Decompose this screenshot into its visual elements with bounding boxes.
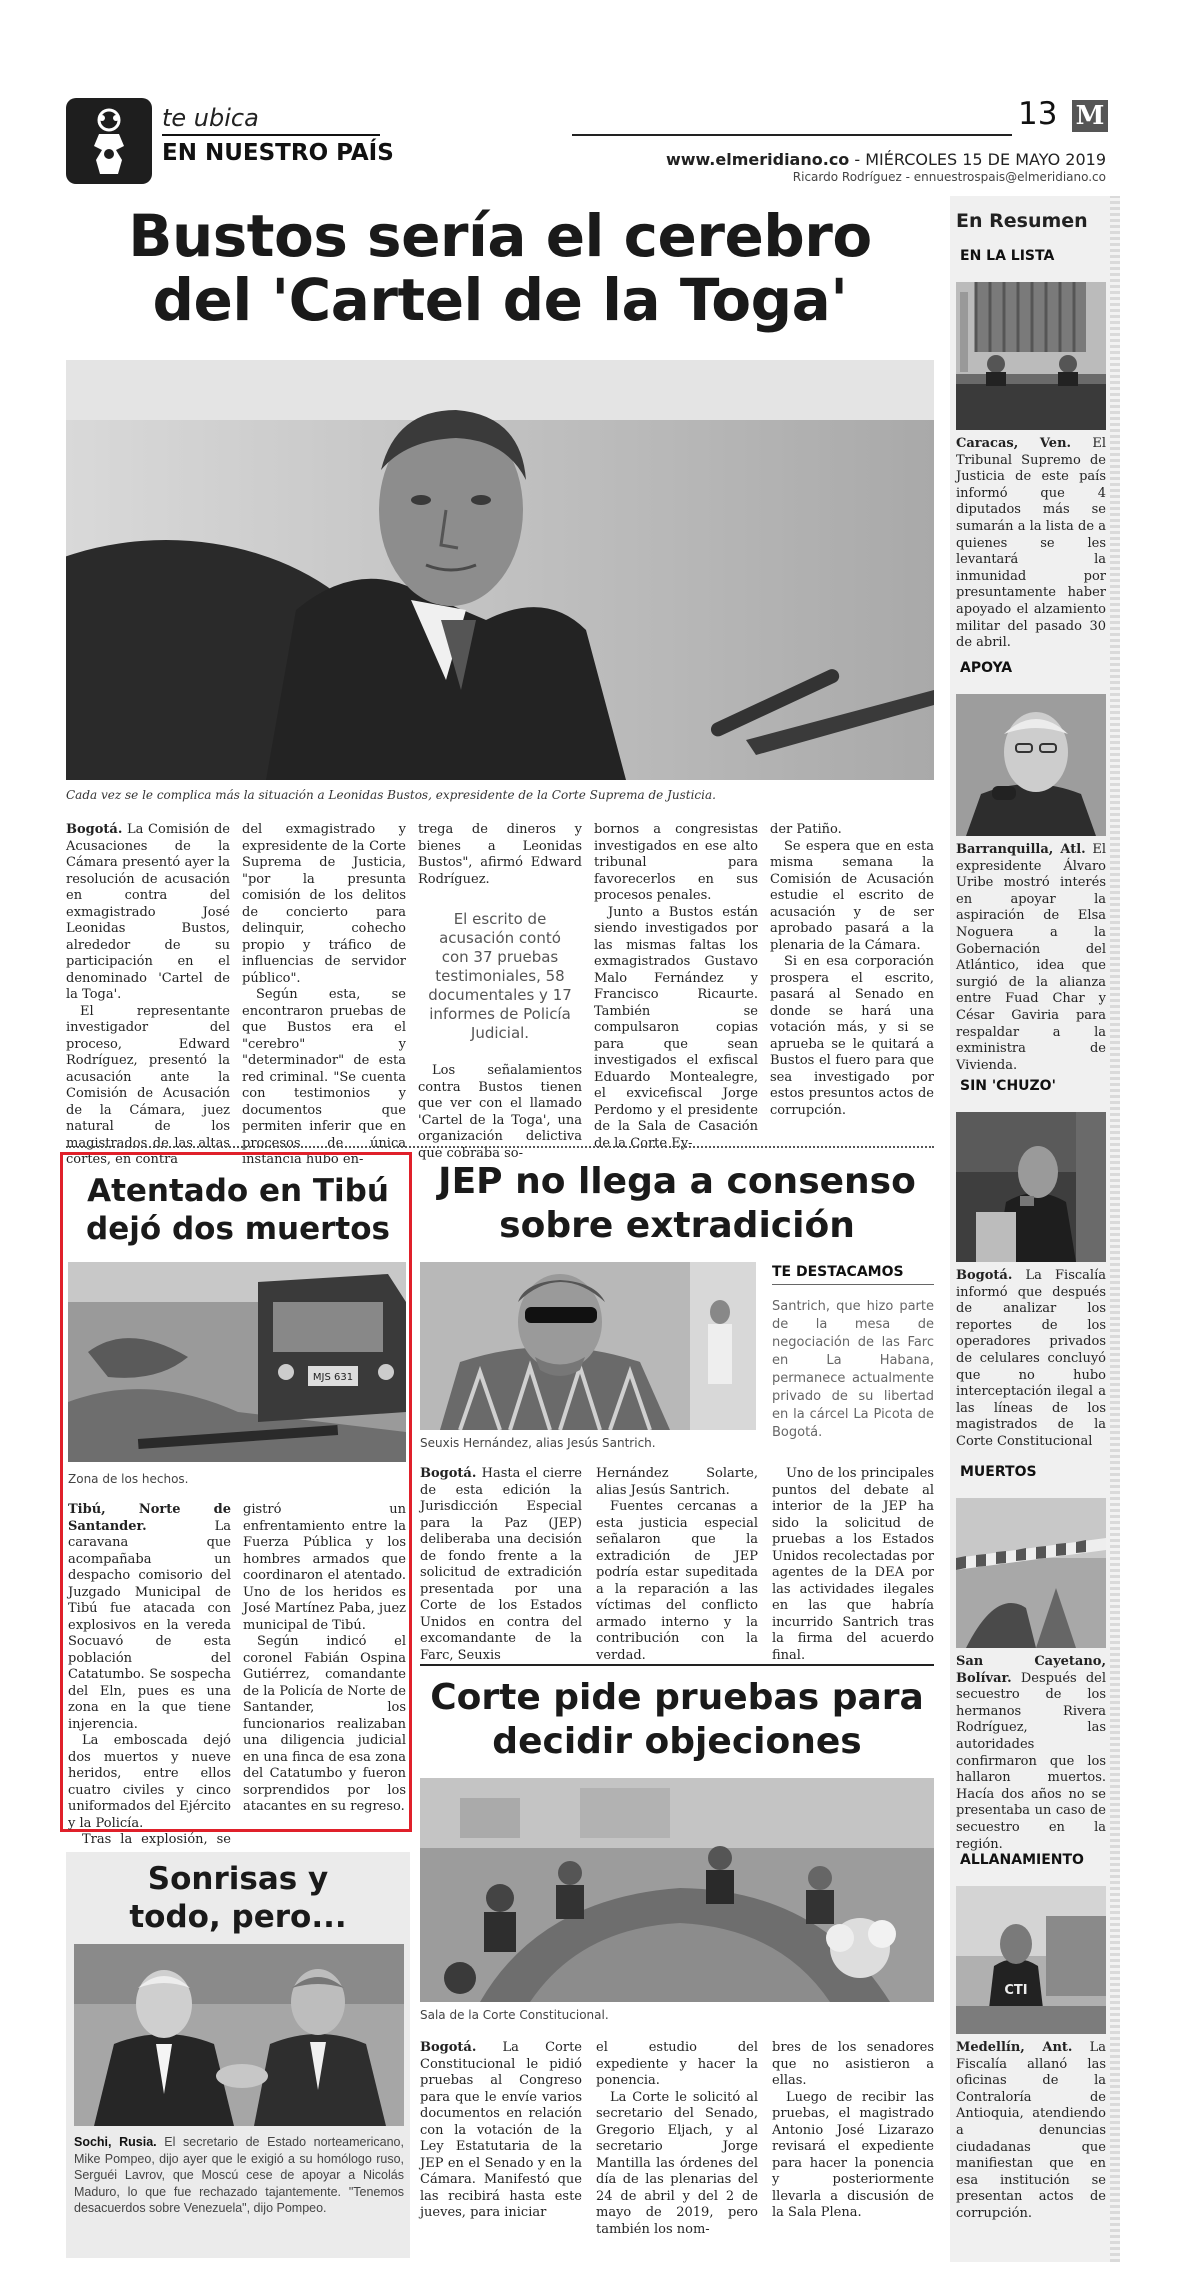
tibu-col-1 <box>68 1502 231 1865</box>
jep-photo-caption: Seuxis Hernández, alias Jesús Santrich. <box>420 1436 656 1450</box>
sonrisas-lead: Sochi, Rusia. <box>74 2135 157 2149</box>
sonrisas-headline <box>66 1860 410 1936</box>
sidebar-item-heading: ALLANAMIENTO <box>960 1852 1084 1868</box>
jep-headline-line2: sobre extradición <box>499 1205 855 1246</box>
sidebar-item-lead: San Cayetano, Bolívar. <box>956 1654 1106 1686</box>
sidebar-photo-fiscalia <box>956 1112 1106 1262</box>
tibu-headline-line1: Atentado en Tibú <box>87 1173 389 1209</box>
jep-photo <box>420 1262 756 1430</box>
sidebar-item-heading: SIN 'CHUZO' <box>960 1078 1056 1094</box>
dateline <box>666 150 1106 169</box>
corte-col-3-para-2: Luego de recibir las pruebas, el magistrado Antonio José Lizarazo revisará el expediente para hacer la ponencia y posteriormente llevarla a discusión de la Sala Plena. <box>772 2089 934 2220</box>
jep-col-3-para-1: Uno de los principales puntos del debate al interior de la JEP ha sido la solicitud de pruebas a los Estados Unidos recolectadas por agentes de la DEA por las actividades ilegales en las que habría incurrido Santrich tras la firma del acuerdo final. <box>772 1466 934 1663</box>
tibu-col-1-text: La caravana que acompañaba un despacho comisorio del Juzgado Municipal de Tibú fue atacada con explosivos en la vereda Socuavó de esta población del Catatumbo. Se sospecha del Eln, pues es una zona en la que tiene injerencia. <box>68 1518 231 1732</box>
sidebar-photo-muertos <box>956 1498 1106 1648</box>
main-col-2-para-2: Según esta, se encontraron pruebas de que Bustos era el "cerebro" y "determinador" de esta red criminal. "Se cuenta con testimonios y documentos que permiten inferir que en procesos de única instancia hubo en- <box>242 987 406 1167</box>
sonrisas-text <box>74 2134 404 2217</box>
corte-headline <box>420 1676 934 1764</box>
main-photo <box>66 360 934 780</box>
jep-col-2-para-1: Hernández Solarte, alias Jesús Santrich. <box>596 1466 758 1498</box>
te-destacamos-text: Santrich, que hizo parte de la mesa de negociación de las Farc en La Habana, permanece actualmente privado de su libertad en la cárcel La Picota de Bogotá. <box>772 1299 934 1440</box>
sidebar-pattern <box>1110 196 1120 2262</box>
jep-col-1-lead: Bogotá. <box>420 1466 477 1481</box>
te-destacamos-rule <box>772 1284 934 1285</box>
sidebar-item-text <box>956 842 1106 1074</box>
sidebar-item-body: La Fiscalía allanó las oficinas de la Contraloría de Antioquia, atendiendo a denuncias ciudadanas que manifiestan que en esa institución se presentan actos de corrupción. <box>956 2040 1106 2221</box>
sidebar-item-lead: Bogotá. <box>956 1268 1013 1283</box>
main-col-1-text: La Comisión de Acusaciones de la Cámara presentó ayer la resolución de acusación en contra del exmagistrado José Leonidas Bustos, alrededor de su participación en el denominado 'Cartel de la Toga'. <box>66 822 230 1002</box>
sidebar-photo-uribe <box>956 694 1106 836</box>
main-col-5-para-3: Si en esa corporación prospera el escrito, pasará al Senado en donde se hará una votación más, y si se aprueba se le quitará a Bustos el fuero para que sea investigado por estos presuntos actos de corrupción. <box>770 954 934 1118</box>
corte-col-1-lead: Bogotá. <box>420 2040 477 2055</box>
section-logo <box>66 98 152 184</box>
main-headline-line2: del 'Cartel de la Toga' <box>152 266 848 334</box>
jep-headline-line1: JEP no llega a consenso <box>438 1161 916 1202</box>
corte-headline-line2: decidir objeciones <box>492 1721 862 1762</box>
corte-headline-line1: Corte pide pruebas para <box>430 1677 924 1718</box>
tibu-col-1-para-3: Tras la explosión, se <box>82 1832 231 1847</box>
main-photo-caption: Cada vez se le complica más la situación a Leonidas Bustos, expresidente de la Corte Suprema de Justicia. <box>66 788 716 802</box>
main-col-1-para-2: El representante investigador del proceso, Edward Rodríguez, presentó la acusación ante la Comisión de Acusación de la Cámara, juez natural de los magistrados de las altas cortes, en contra <box>66 1003 230 1167</box>
sidebar-item-lead: Barranquilla, Atl. <box>956 842 1086 857</box>
corte-col-1 <box>420 2040 582 2222</box>
section-rule <box>162 134 380 136</box>
sidebar-item-heading: APOYA <box>960 660 1013 676</box>
tibu-col-1-lead: Tibú, Norte de Santander. <box>68 1502 231 1534</box>
corte-col-3 <box>772 2040 934 2222</box>
sidebar-item-heading: EN LA LISTA <box>960 248 1055 264</box>
main-col-3 <box>418 822 582 1162</box>
main-col-4 <box>594 822 758 1152</box>
sidebar-item-body: La Fiscalía informó que después de analizar los reportes de los operadores privados de celulares concluyó que no hubo interceptación ilegal a las líneas de los magistrados de la Corte Constitucional <box>956 1268 1106 1449</box>
cti-vest-label: CTI <box>1004 1983 1028 1998</box>
main-col-3-para-2: Los señalamientos contra Bustos tienen que ver con el llamado 'Cartel de la Toga', una organización delictiva que cobraba so- <box>418 1063 582 1161</box>
sonrisas-headline-line1: Sonrisas y <box>147 1861 329 1897</box>
corte-col-2 <box>596 2040 758 2238</box>
jep-col-3 <box>772 1466 934 1664</box>
jep-col-1 <box>420 1466 582 1664</box>
main-headline <box>66 204 934 332</box>
main-col-2 <box>242 822 406 1169</box>
sidebar-item-text <box>956 1268 1106 1451</box>
main-pullquote: El escrito de acusación contó con 37 pruebas testimoniales, 58 documentales y 17 informes de Policía Judicial. <box>428 910 572 1042</box>
jep-col-2 <box>596 1466 758 1664</box>
main-col-5-para-1: der Patiño. <box>770 822 842 837</box>
corte-photo-caption: Sala de la Corte Constitucional. <box>420 2008 609 2022</box>
jep-col-2-para-2: Fuentes cercanas a esta justicia especial señalaron que la extradición de JEP podría estar supeditada a la reparación a las víctimas del conflicto armado interno y la contribución con la verdad. <box>596 1499 758 1663</box>
sidebar-item-lead: Medellín, Ant. <box>956 2040 1073 2055</box>
main-headline-line1: Bustos sería el cerebro <box>128 202 872 270</box>
sidebar-item-body: El expresidente Álvaro Uribe mostró interés en apoyar la aspiración de Elsa Noguera a la Gobernación del Atlántico, idea que surgió de la alianza entre Fuad Char y César Gaviria para respaldar a la exministra de Vivienda. <box>956 842 1106 1073</box>
sidebar-item-text <box>956 2040 1106 2223</box>
bylines: Ricardo Rodríguez - ennuestrospais@elmeridiano.co <box>792 170 1106 184</box>
tibu-col-1-para-2: La emboscada dejó dos muertos y nueve heridos, entre ellos cuatro civiles y cinco uniformados del Ejército y la Policía. <box>68 1733 232 1831</box>
main-col-5-para-2: Se espera que en esta misma semana la Comisión de Acusación estudie el escrito de acusación y de ser aprobado pasará a la plenaria de la Cámara. <box>770 838 934 953</box>
tibu-headline-line2: dejó dos muertos <box>86 1211 390 1247</box>
tibu-col-2-para-2: Según indicó el coronel Fabián Ospina Gutiérrez, comandante de la Policía de Norte de Santander, los funcionarios realizaban una diligencia judicial en una finca de esa zona del Catatumbo y fueron sorprendidos por los atacantes en su regreso. <box>243 1634 406 1814</box>
main-col-4-para-2: Junto a Bustos están siendo investigados por las mismas faltas los exmagistrados Gustavo Malo Fernández y Francisco Ricaurte. También se compulsaron copias para que sean investigados el exfiscal Eduardo Montealegre, el exvicefiscal Jorge Perdomo y el presidente de la Sala de Casación de la Corte Ey- <box>594 904 758 1151</box>
sidebar-title: En Resumen <box>956 210 1088 232</box>
page-number: 13 <box>1018 96 1058 132</box>
corte-col-3-para-1: bres de los senadores que no asistieron a ellas. <box>772 2040 934 2088</box>
sidebar-photo-tribunal <box>956 282 1106 430</box>
corte-col-1-text: La Corte Constitucional le pidió pruebas al Congreso para que le envíe varios documentos en relación con la votación de la Ley Estatutaria de la JEP en el Senado y en la Cámara. Manifestó que las recibirá hasta este jueves, para iniciar <box>420 2040 582 2220</box>
plate-label: MJS 631 <box>312 1372 354 1383</box>
section-divider <box>66 1146 934 1149</box>
main-col-4-para-1: bornos a congresistas investigados en ese alto tribunal para favorecerlos en sus procesos penales. <box>594 822 758 903</box>
te-destacamos-label: TE DESTACAMOS <box>772 1264 904 1280</box>
tibu-headline <box>66 1172 410 1248</box>
sonrisas-headline-line2: todo, pero... <box>129 1899 347 1935</box>
sonrisas-photo <box>74 1944 404 2126</box>
main-col-2-para-1: del exmagistrado y expresidente de la Corte Suprema de Justicia, "por la presunta comisión de los delitos de concierto para delinquir, cohecho propio y tráfico de influencias de servidor público". <box>242 822 406 986</box>
compass-figure-icon <box>66 98 152 184</box>
sidebar-item-text <box>956 1654 1106 1853</box>
sonrisas-body: El secretario de Estado norteamericano, Mike Pompeo, dijo ayer que le exigió a su homólogo ruso, Serguéi Lavrov, que Moscú cese de apoyar a Nicolás Maduro, lo que fue rechazado tajantemente. "Tenemos desacuerdos sobre Venezuela", dijo Pompeo. <box>74 2135 404 2215</box>
sidebar-item-body: El Tribunal Supremo de Justicia de este país informó que 4 diputados más se sumarán a la lista de a quienes se les levantará la inmunidad por presuntamente haber apoyado el alzamiento militar del pasado 30 de abril. <box>956 436 1106 651</box>
jep-corte-divider <box>420 1664 934 1666</box>
corte-col-2-para-2: La Corte le solicitó al secretario del Senado, Gregorio Eljach, y al secretario Jorge Mantilla las órdenes del día de las plenarias del 24 de abril y del 2 de mayo de 2019, pero también los nom- <box>596 2089 758 2237</box>
tibu-col-2 <box>243 1502 406 1816</box>
sidebar-item-heading: MUERTOS <box>960 1464 1037 1480</box>
issue-date: - MIÉRCOLES 15 DE MAYO 2019 <box>849 150 1106 169</box>
header-rule <box>572 134 1012 136</box>
tibu-photo-caption: Zona de los hechos. <box>68 1472 189 1486</box>
sidebar-item-lead: Caracas, Ven. <box>956 436 1072 451</box>
sidebar-item-body: Después del secuestro de los hermanos Rivera Rodríguez, las autoridades confirmaron que los hallaron muertos. Hacía dos años no se presentaba un caso de secuestro en la región. <box>956 1670 1106 1852</box>
tibu-photo <box>68 1262 406 1462</box>
main-col-3-para-1: trega de dineros y bienes a Leonidas Bustos", afirmó Edward Rodríguez. <box>418 822 582 887</box>
main-col-1-lead: Bogotá. <box>66 822 123 837</box>
jep-col-1-text: Hasta el cierre de esta edición la Jurisdicción Especial para la Paz (JEP) deliberaba una decisión de fondo frente a la solicitud de extradición presentada por una Corte de los Estados Unidos en contra del excomandante de la Farc, Seuxis <box>420 1466 582 1663</box>
section-name: EN NUESTRO PAÍS <box>162 140 394 166</box>
website-link[interactable]: www.elmeridiano.co <box>665 150 850 169</box>
main-col-5 <box>770 822 934 1119</box>
main-col-1 <box>66 822 230 1169</box>
sidebar-item-text <box>956 436 1106 652</box>
brand-logo: M <box>1072 100 1108 132</box>
sidebar-photo-cti <box>956 1886 1106 2034</box>
corte-photo <box>420 1778 934 2002</box>
corte-col-2-para-1: el estudio del expediente y hacer la ponencia. <box>596 2040 758 2088</box>
section-kicker: te ubica <box>162 104 259 132</box>
jep-headline <box>420 1160 934 1248</box>
tibu-col-2-para-1: gistró un enfrentamiento entre la Fuerza Pública y los hombres armados que coordinaron el atentado. Uno de los heridos es José Martínez Paba, juez municipal de Tibú. <box>243 1502 406 1633</box>
